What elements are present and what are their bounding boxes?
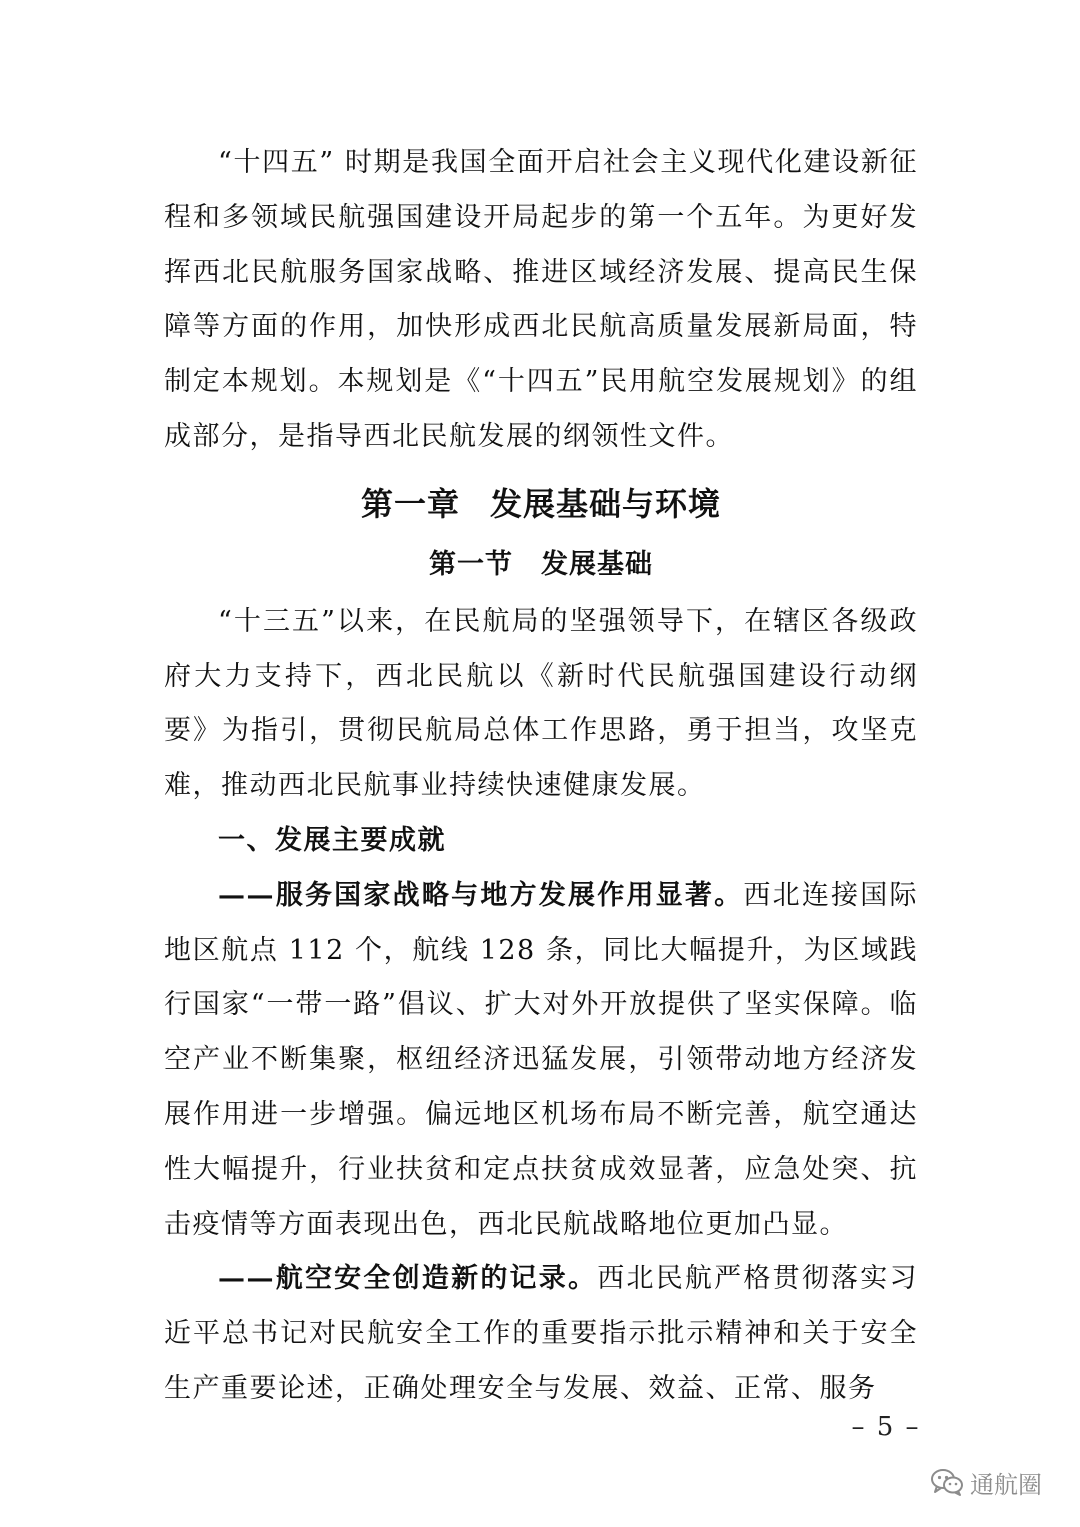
achievement-paragraph-2	[164, 1252, 918, 1416]
wechat-icon	[930, 1467, 964, 1497]
achievement-paragraph-1	[164, 869, 918, 1253]
chapter-heading	[164, 473, 918, 535]
watermark-text: 通航圈	[970, 1470, 1042, 1499]
subheading-achievements: 一、发展主要成就	[218, 824, 446, 856]
section-number: 第一节	[429, 548, 513, 580]
section-title: 发展基础	[541, 548, 653, 580]
intro-paragraph: “十四五” 时期是我国全面开启社会主义现代化建设新征程和多领域民航强国建设开局起步的第一个五年。为更好发挥西北民航服务国家战略、推进区域经济发展、提高民生保障等方面的作用，加快形成西北民航高质量发展新局面，特制定本规划。本规划是《“十四五”民用航空发展规划》的组成部分，是指导西北民航发展的纲领性文件。	[164, 147, 918, 452]
page-number: – 5 –	[851, 1412, 921, 1442]
achievement-text-1: 西北连接国际地区航点 112 个，航线 128 条，同比大幅提升，为区域践行国家“一带一路”倡议、扩大对外开放提供了坚实保障。临空产业不断集聚，枢纽经济迅猛发展，引领带动地方经济发展作用进一步增强。偏远地区机场布局不断完善，航空通达性大幅提升，行业扶贫和定点扶贫成效显著，应急处突、抗击疫情等方面表现出色，西北民航战略地位更加凸显。	[164, 879, 919, 1240]
document-page	[164, 136, 918, 1417]
achievement-lead-2: ——航空安全创造新的记录。	[218, 1263, 598, 1295]
achievement-lead-1: ——服务国家战略与地方发展作用显著。	[218, 879, 744, 911]
section-heading	[164, 535, 918, 595]
achievement-text-2: 西北民航严格贯彻落实习近平总书记对民航安全工作的重要指示批示精神和关于安全生产重要论述，正确处理安全与发展、效益、正常、服务	[164, 1263, 919, 1404]
chapter-number: 第一章	[360, 484, 460, 523]
watermark	[930, 1464, 1042, 1500]
section-intro-paragraph: “十三五”以来，在民航局的坚强领导下，在辖区各级政府大力支持下，西北民航以《新时代民航强国建设行动纲要》为指引，贯彻民航局总体工作思路，勇于担当，攻坚克难，推动西北民航事业持续快速健康发展。	[164, 605, 918, 802]
chapter-title: 发展基础与环境	[490, 484, 722, 523]
